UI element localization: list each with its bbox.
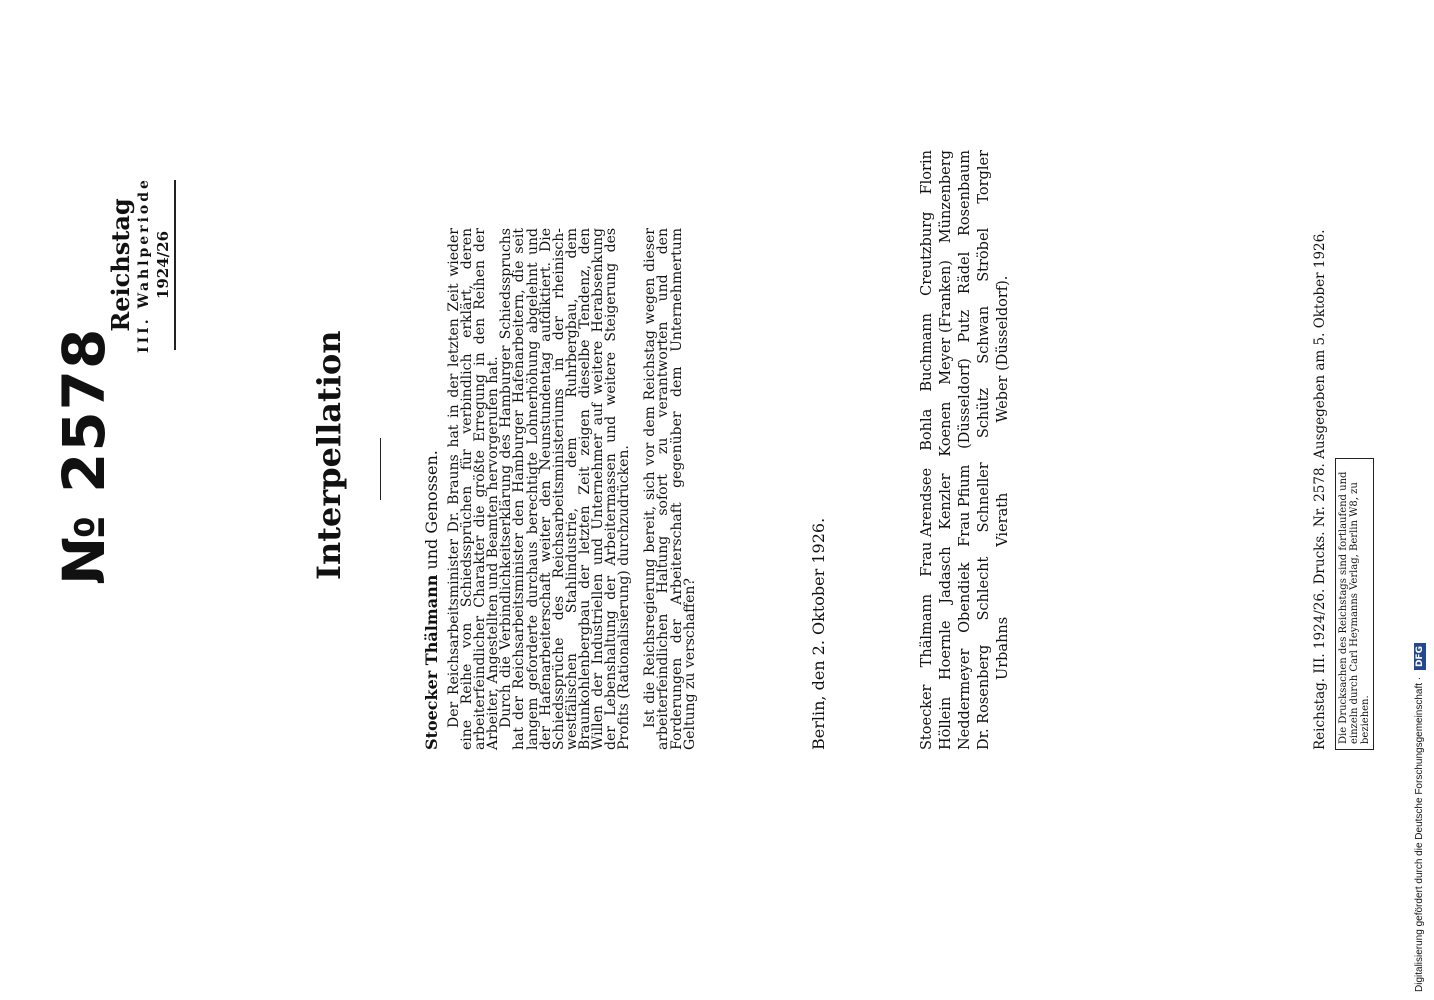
signatory: Hoernle bbox=[938, 620, 954, 680]
signatory: Thälmann bbox=[919, 593, 935, 668]
date-line: Berlin, den 2. Oktober 1926. bbox=[809, 517, 828, 750]
signature-row bbox=[918, 150, 937, 750]
print-footer: Reichstag. III. 1924/26. Drucks. Nr. 2578. Ausgegeben am 5. Oktober 1926. bbox=[1312, 229, 1328, 750]
signatory: Creutzburg bbox=[919, 211, 935, 296]
signatory: Neddermeyer bbox=[957, 648, 973, 750]
signature-row bbox=[956, 150, 975, 750]
dfg-logo-icon: DFG bbox=[1414, 643, 1426, 670]
signatory: Schütz bbox=[976, 387, 992, 439]
submitters-lead: Stoecker Thälmann bbox=[422, 574, 441, 750]
signatory: Buchmann bbox=[919, 313, 935, 392]
signatory: Vierath bbox=[995, 492, 1011, 547]
masthead-years: 1924/26 bbox=[154, 230, 172, 300]
signatory: Rosenbaum bbox=[957, 150, 973, 237]
signatory: Florin bbox=[919, 150, 935, 195]
interpellation-heading: Interpellation bbox=[310, 330, 348, 580]
signatory: Putz bbox=[957, 309, 973, 343]
distribution-notice: Die Drucksachen des Reichstags sind fortlaufend und einzeln durch Carl Heymanns Verlag, Berlin W8, zu beziehen. bbox=[1335, 458, 1374, 750]
submitters-line bbox=[422, 450, 441, 750]
document-number: № 2578 bbox=[50, 327, 118, 585]
signatory: Weber (Düsseldorf). bbox=[995, 275, 1011, 423]
signatory: Kenzler bbox=[938, 473, 954, 530]
signatory: Meyer (Franken) bbox=[938, 260, 954, 385]
signature-block bbox=[918, 150, 1013, 750]
signatory: Schlecht bbox=[976, 556, 992, 621]
signature-row bbox=[994, 150, 1013, 750]
signatory: Münzenberg bbox=[938, 150, 954, 244]
body-paragraph: Durch die Verbindlichkeitserklärung des Hamburger Schiedsspruchs hat der Reichsarbeitsminister den Hamburger Hafenarbeitern, die seit langem geforderte durchaus berechtigte Lohnerhöhung abgelehnt und der Hafenarbeiterschaft weiter den Neunstundentag aufdiktiert. Die Schiedssprüche des Reichsarbeitsministeriums in der rheinisch-westfälischen Stahlindustrie, dem Ruhrbergbau, dem Braunkohlenbergbau der letzten Zeit zeigen dieselbe Tendenz, den Willen der Industriellen und Unternehmer auf weitere Herabsenkung der Lebenshaltung der Arbeitermassen und weitere Steigerung des Profits (Rationalisierung) durchzudrücken. bbox=[498, 228, 633, 750]
funding-text: Digitalisierung gefördert durch die Deutsche Forschungsgemeinschaft · bbox=[1414, 676, 1425, 992]
signatory: (Düsseldorf) bbox=[957, 358, 973, 449]
signatory: Schwan bbox=[976, 305, 992, 364]
signature-row bbox=[975, 150, 994, 750]
signatory: Jadasch bbox=[938, 546, 954, 604]
question-paragraph: Ist die Reichsregierung bereit, sich vor dem Reichstag wegen dieser arbeiterfeindlichen Haltung sofort zu verantworten und den Forderungen der Arbeiterschaft gegenüber dem Unternehmertum Geltung zu verschaffen? bbox=[642, 228, 698, 750]
signatory: Ströbel bbox=[976, 227, 992, 282]
body-paragraph: Der Reichsarbeitsminister Dr. Brauns hat in der letzten Zeit wieder eine Reihe von Schiedssprüchen für verbindlich erklärt, deren arbeiterfeindlicher Charakter die größte Erregung in den Reihen der Arbeiter, Angestellten und Beamten hervorgerufen hat. bbox=[446, 228, 502, 750]
masthead-title: Reichstag bbox=[106, 198, 135, 332]
submitters-rest: und Genossen. bbox=[422, 450, 441, 570]
signature-row bbox=[937, 150, 956, 750]
signatory: Höllein bbox=[938, 696, 954, 750]
signatory: Frau Pfium bbox=[957, 464, 973, 547]
heading-divider bbox=[380, 438, 381, 500]
interpellation-body bbox=[448, 228, 697, 750]
document-sheet bbox=[50, 15, 1371, 985]
signatory: Stoecker bbox=[919, 684, 935, 750]
signatory: Rädel bbox=[957, 251, 973, 295]
signatory: Koenen bbox=[938, 401, 954, 457]
signatory: Schneller bbox=[976, 462, 992, 533]
signatory: Urbahns bbox=[995, 616, 1011, 680]
signatory: Bohla bbox=[919, 408, 935, 451]
funding-note bbox=[1408, 12, 1432, 992]
signatory: Frau Arendsee bbox=[919, 467, 935, 577]
signatory: Obendiek bbox=[957, 562, 973, 633]
masthead-rule bbox=[174, 180, 176, 350]
signatory: Dr. Rosenberg bbox=[976, 644, 992, 750]
masthead bbox=[108, 165, 176, 365]
signatory: Torgler bbox=[976, 150, 992, 204]
masthead-period: III. Wahlperiode bbox=[136, 177, 152, 353]
